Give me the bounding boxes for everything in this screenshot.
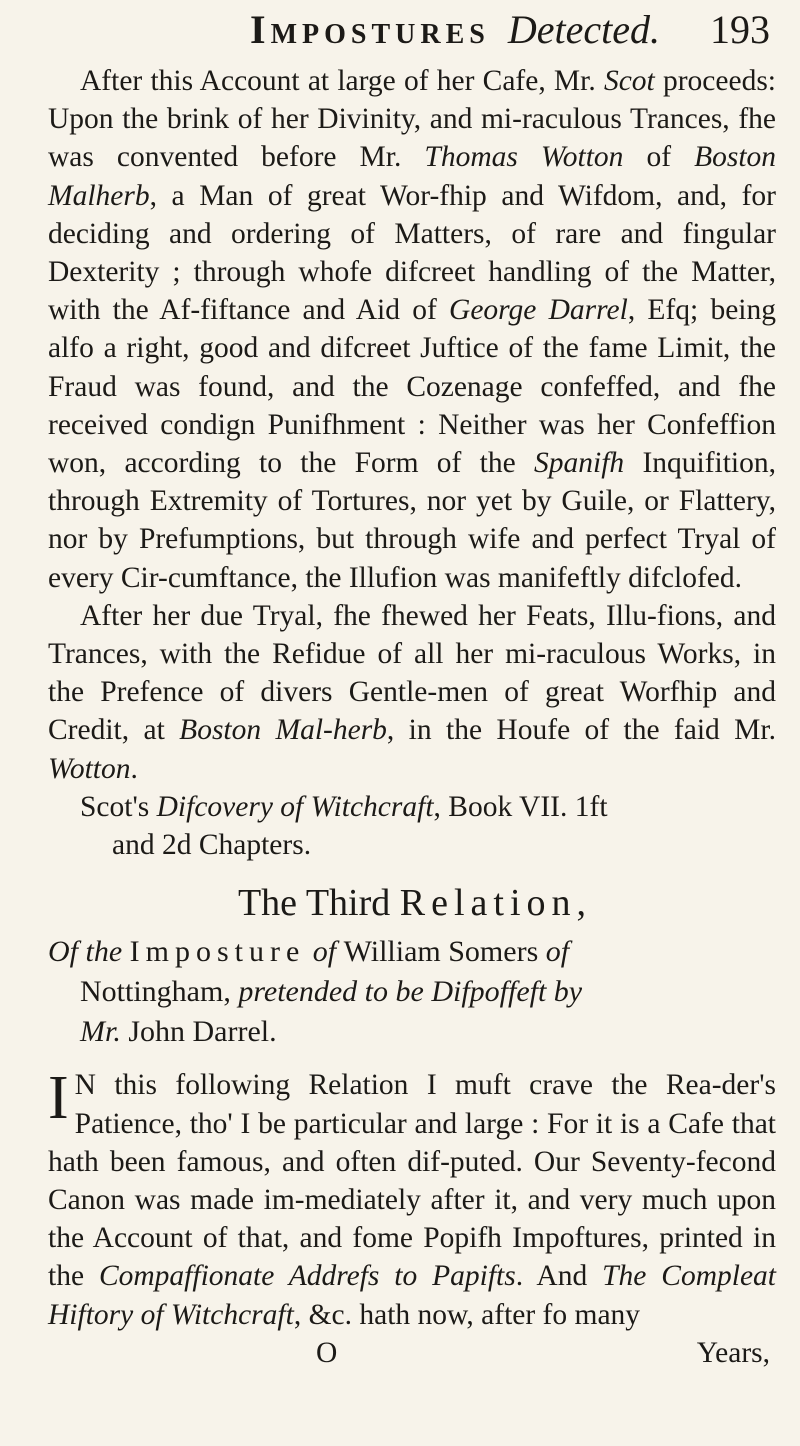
text-run: of <box>305 935 344 969</box>
text-run: of <box>538 935 570 969</box>
name-wotton: Thomas Wotton <box>424 141 624 174</box>
header-title: Impostures <box>250 7 490 52</box>
text-run: The Third <box>237 882 400 925</box>
header-title-italic: Detected. <box>507 7 660 52</box>
text-run: Inquifition, through Extremity of Tortures, nor yet by Guile, or Flattery, nor by Prefumptions, but through wife and perfect Tryal of every Cir-cumftance, the Illufion was manifeftly difclofed. <box>48 447 776 594</box>
relation-word: Relation <box>399 882 577 925</box>
name-darrel: George Darrel <box>449 294 628 327</box>
text-run: , &c. hath now, after fo many <box>293 1298 641 1331</box>
text-run: Scot's <box>80 790 157 823</box>
subtitle-line-3 <box>48 1012 776 1052</box>
name-wotton: Wotton <box>48 752 131 785</box>
text-run: , in the Houfe of the faid Mr. <box>386 714 776 747</box>
text-run: After this Account at large of her Cafe, Mr. <box>80 65 604 97</box>
word-spanish: Spanifh <box>534 447 625 480</box>
imposture-word: Imposture <box>129 935 306 969</box>
book-title: Compaffionate Addrefs to Papifts <box>98 1260 516 1293</box>
book-title: Difcovery of Witchcraft <box>156 790 434 823</box>
text-run: N this following Relation I muft crave the Rea-der's Patience, tho' I be particular and large : For it is a Cafe that hath been famous, and often dif-puted. Our Seventy-fecond Canon was made im-mediately after it, and very much upon the Account of that, and fome Popifh Impoftures, printed in the <box>48 1069 776 1293</box>
drop-cap: I <box>48 1064 69 1133</box>
place-name: Nottingham, <box>80 975 239 1009</box>
paragraph-3 <box>48 1066 776 1333</box>
paragraph-2 <box>48 597 776 788</box>
text-run: , a Man of great Wor-fhip and Wifdom, and, for deciding and ordering of Matters, of rare and fingular Dexterity ; through whofe difcreet handling of the Matter, with the Af-fiftance and Aid of <box>48 179 776 327</box>
text-run: Of the <box>48 935 130 969</box>
text-run: proceeds: Upon the brink of her Divinity, and mi-raculous Trances, fhe was convented before Mr. <box>48 65 776 174</box>
book-title: The Compleat Hiftory of Witchcraft <box>48 1260 776 1331</box>
paragraph-1 <box>48 62 776 597</box>
running-header <box>250 6 770 60</box>
catchword: Years, <box>696 1336 770 1369</box>
subtitle-line-2 <box>48 972 776 1012</box>
body-text <box>48 62 776 1372</box>
catchword-line <box>48 1334 776 1372</box>
name-darrel: John Darrel. <box>120 1015 277 1049</box>
citation <box>48 788 776 826</box>
section-title <box>48 882 776 925</box>
signature-mark: O <box>316 1336 338 1369</box>
text-run: . <box>130 752 138 785</box>
citation-line-2: and 2d Chapters. <box>112 829 312 862</box>
text-run: , Efq; being alfo a right, good and difcreet Juftice of the fame Limit, the Fraud was found, and the Cozenage confeffed, and fhe received condign Punifhment : Neither was her Confeffion won, according to the Form of the <box>48 294 776 480</box>
text-run: of <box>623 141 695 174</box>
text-run: pretended to be Difpoffeft by <box>238 975 583 1009</box>
text-run: , <box>576 882 587 925</box>
text-run: After her due Tryal, fhe fhewed her Feats, Illu-fions, and Trances, with the Refidue of all her mi-raculous Works, in the Prefence of divers Gentle-men of great Worfhip and Credit, at <box>48 599 776 747</box>
name-scot: Scot <box>603 65 655 97</box>
place-name: Boston Mal-herb <box>179 714 387 747</box>
subtitle-line-1 <box>48 932 776 972</box>
text-run: . And <box>515 1260 603 1293</box>
name-somers: William Somers <box>343 935 539 969</box>
text-run: , Book VII. 1ft <box>433 790 608 823</box>
page-number: 193 <box>710 7 770 52</box>
place-name: Boston Malherb <box>48 141 777 212</box>
text-run: Mr. <box>80 1015 121 1049</box>
